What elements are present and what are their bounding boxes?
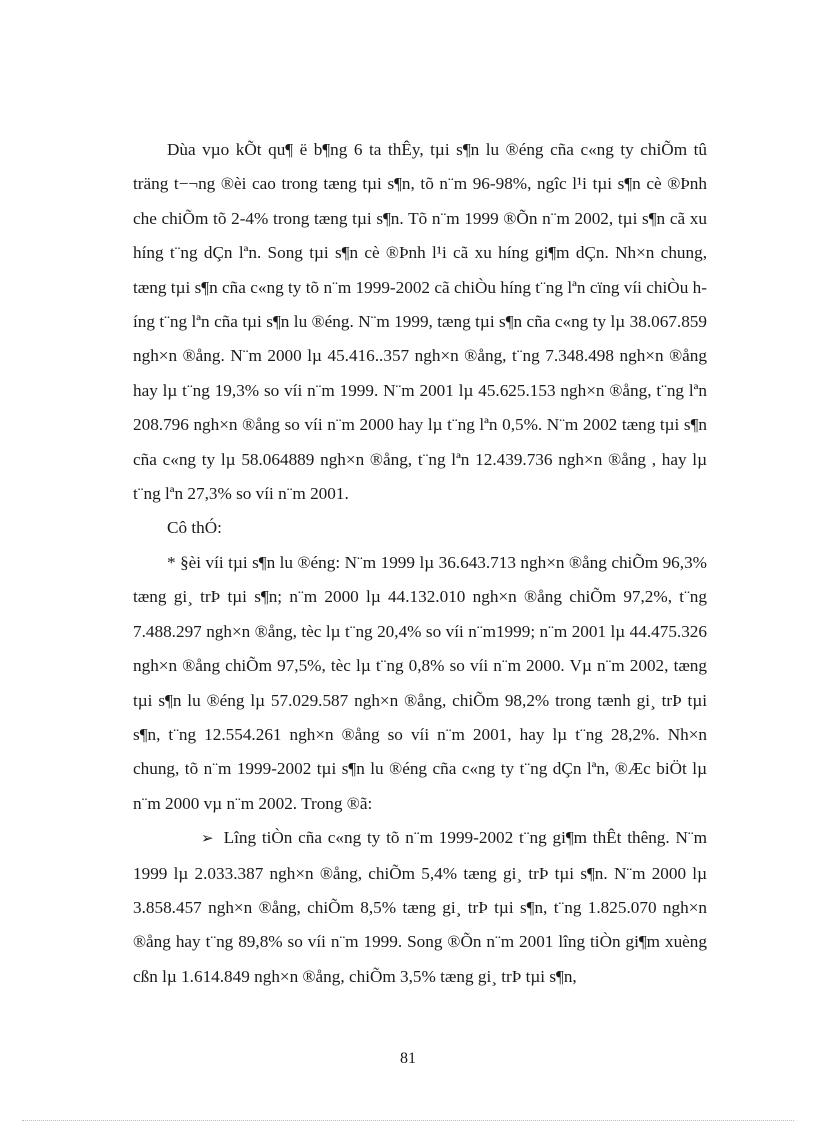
- body-text: [133, 133, 707, 994]
- bottom-divider: [22, 1120, 794, 1121]
- paragraph-summary: Dùa vµo kÕt qu¶ ë b¶ng 6 ta thÊy, tµi s¶n lu ®éng cña c«ng ty chiÕm tû träng t−¬ng ®èi cao trong tæng tµi s¶n, tõ n¨m 96-98%, ngîc l¹i tµi s¶n cè ®Þnh che chiÕm tõ 2-4% trong tæng tµi s¶n. Tõ n¨m 1999 ®Õn n¨m 2002, tµi s¶n cã xu híng t¨ng dÇn lªn. Song tµi s¶n cè ®Þnh l¹i cã xu híng gi¶m dÇn. Nh×n chung, tæng tµi s¶n cña c«ng ty tõ n¨m 1999-2002 cã chiÒu híng t¨ng lªn cïng víi chiÒu híng t¨ng lªn cña tµi s¶n lu ®éng. N¨m 1999, tæng tµi s¶n cña c«ng ty lµ 38.067.859 ngh×n ®ång. N¨m 2000 lµ 45.416..357 ngh×n ®ång, t¨ng 7.348.498 ngh×n ®ång hay lµ t¨ng 19,3% so víi n¨m 1999. N¨m 2001 lµ 45.625.153 ngh×n ®ång, t¨ng lªn 208.796 ngh×n ®ång so víi n¨m 2000 hay lµ t¨ng lªn 0,5%. N¨m 2002 tæng tµi s¶n cña c«ng ty lµ 58.064889 ngh×n ®ång, t¨ng lªn 12.439.736 ngh×n ®ång , hay lµ t¨ng lªn 27,3% so víi n¨m 2001.: [133, 140, 707, 504]
- bullet-text: Lîng tiÒn cña c«ng ty tõ n¨m 1999-2002 t¨ng gi¶m thÊt thêng. N¨m 1999 lµ 2.033.387 ngh×n ®ång, chiÕm 5,4% tæng gi¸ trÞ tµi s¶n. N¨m 2000 lµ 3.858.457 ngh×n ®ång, chiÕm 8,5% tæng gi¸ trÞ tµi s¶n, t¨ng 1.825.070 ngh×n ®ång hay t¨ng 89,8% so víi n¨m 1999. Song ®Õn n¨m 2001 lîng tiÒn gi¶m xuèng cßn lµ 1.614.849 ngh×n ®ång, chiÕm 3,5% tæng gi¸ trÞ tµi s¶n,: [133, 828, 707, 986]
- paragraph-current-assets: * §èi víi tµi s¶n lu ®éng: N¨m 1999 lµ 36.643.713 ngh×n ®ång chiÕm 96,3% tæng gi¸ trÞ tµi s¶n; n¨m 2000 lµ 44.132.010 ngh×n ®ång chiÕm 97,2%, t¨ng 7.488.297 ngh×n ®ång, tèc lµ t¨ng 20,4% so víi n¨m1999; n¨m 2001 lµ 44.475.326 ngh×n ®ång chiÕm 97,5%, tèc lµ t¨ng 0,8% so víi n¨m 2000. Vµ n¨m 2002, tæng tµi s¶n lu ®éng lµ 57.029.587 ngh×n ®ång, chiÕm 98,2% trong tænh gi¸ trÞ tµi s¶n, t¨ng 12.554.261 ngh×n ®ång so víi n¨m 2001, hay lµ t¨ng 28,2%. Nh×n chung, tõ n¨m 1999-2002 tµi s¶n lu ®éng cña c«ng ty t¨ng dÇn lªn, ®Æc biÖt lµ n¨m 2000 vµ n¨m 2002. Trong ®ã:: [133, 552, 707, 813]
- arrow-bullet-icon: ➢: [201, 831, 214, 848]
- paragraph-heading-details: Cô thÓ:: [167, 518, 222, 538]
- page-number: 81: [400, 1050, 416, 1067]
- bullet-item-cash: [133, 821, 707, 994]
